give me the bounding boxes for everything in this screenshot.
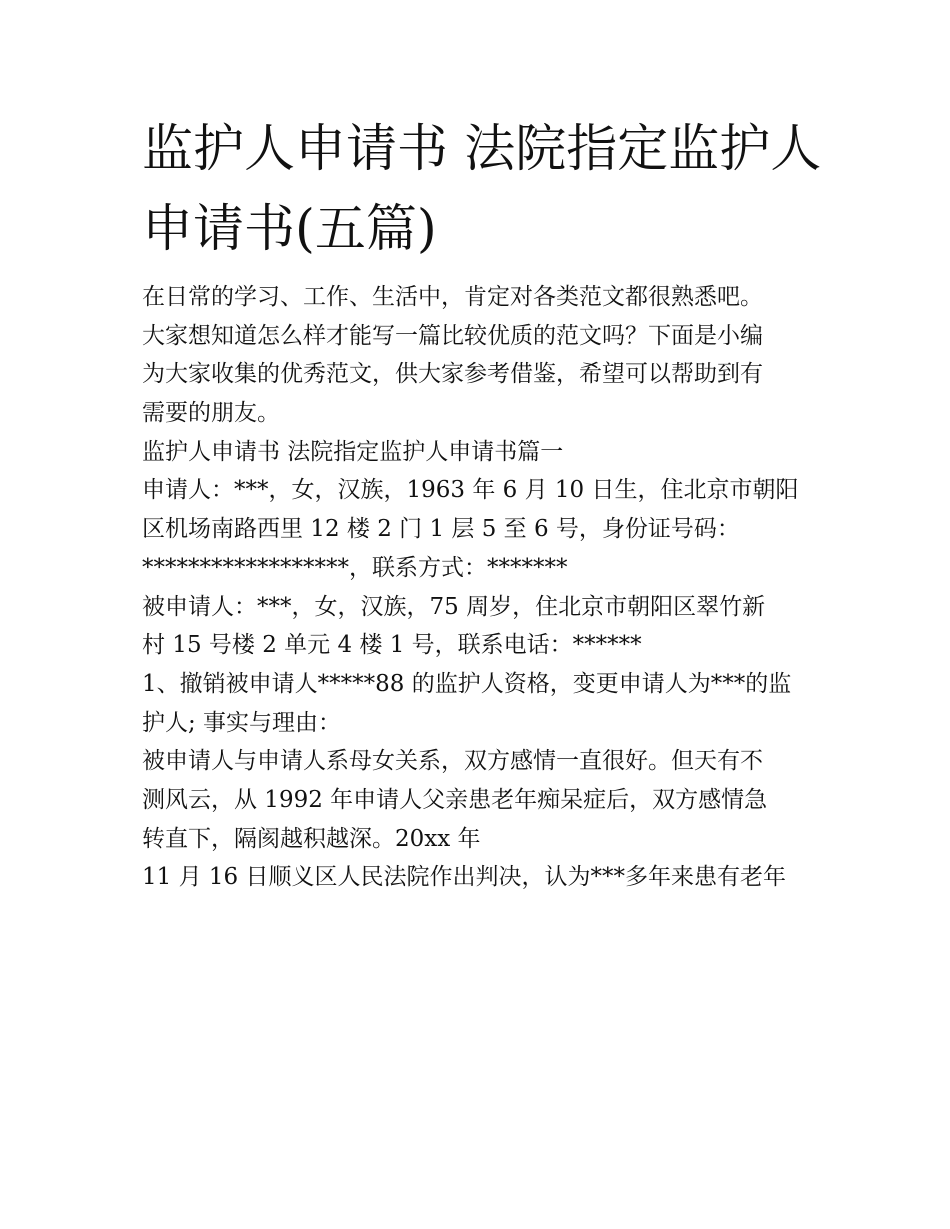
respondent-line-2: 村 15 号楼 2 单元 4 楼 1 号，联系电话：****** (142, 632, 642, 659)
document-body (142, 278, 814, 897)
request-line-1: 1、撤销被申请人*****88 的监护人资格，变更申请人为***的监 (142, 670, 792, 697)
facts-line-1: 被申请人与申请人系母女关系，双方感情一直很好。但天有不 (142, 748, 763, 775)
intro-line-2: 大家想知道怎么样才能写一篇比较优质的范文吗？下面是小编 (142, 322, 763, 349)
intro-line-3: 为大家收集的优秀范文，供大家参考借鉴，希望可以帮助到有 (142, 361, 763, 388)
applicant-line-3: ******************，联系方式：******* (142, 554, 568, 581)
document-title (142, 110, 822, 270)
intro-line-1: 在日常的学习、工作、生活中，肯定对各类范文都很熟悉吧。 (142, 284, 763, 310)
section-heading: 监护人申请书 法院指定监护人申请书篇一 (142, 438, 564, 465)
facts-line-2: 测风云，从 1992 年申请人父亲患老年痴呆症后，双方感情急 (142, 786, 768, 813)
title-line-1: 监护人申请书 法院指定监护人 (142, 120, 822, 179)
applicant-line-1: 申请人：***，女，汉族，1963 年 6 月 10 日生，住北京市朝阳 (142, 477, 799, 504)
respondent-line-1: 被申请人：***，女，汉族，75 周岁，住北京市朝阳区翠竹新 (142, 593, 766, 620)
facts-line-3: 转直下，隔阂越积越深。20xx 年 (142, 825, 481, 852)
document-page (142, 110, 822, 897)
intro-line-4: 需要的朋友。 (142, 400, 280, 427)
title-line-2: 申请书(五篇) (142, 200, 437, 259)
facts-line-4: 11 月 16 日顺义区人民法院作出判决，认为***多年来患有老年 (142, 864, 786, 891)
request-line-2: 护人; 事实与理由： (142, 709, 342, 736)
applicant-line-2: 区机场南路西里 12 楼 2 门 1 层 5 至 6 号，身份证号码： (142, 516, 740, 543)
